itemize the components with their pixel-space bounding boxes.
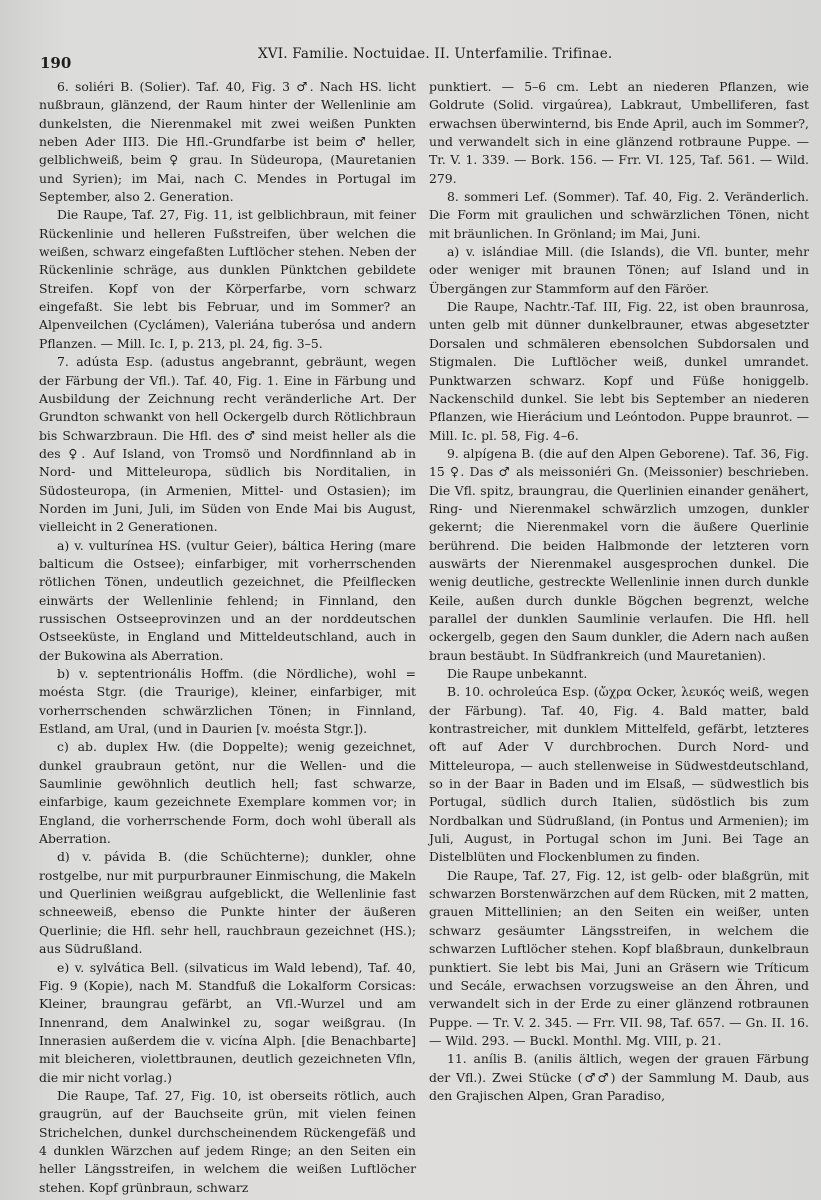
entry-paragraph: b) v. septentrionális Hoffm. (die Nördliche), wohl = moésta Stgr. (die Traurige), kleiner, einfarbiger, mit vorherrschenden schwärzlichen Tönen; in Finnland, Estland, am Ural, (und in Daurien [v. moésta Stgr.]).	[39, 666, 416, 737]
entry-paragraph: 11. anílis B. (anilis ältlich, wegen der grauen Färbung der Vfl.). Zwei Stücke (♂♂) der Sammlung M. Daub, aus den Grajischen Alpen, Gran Paradiso,	[429, 1051, 809, 1103]
page-header	[40, 46, 810, 72]
entry-paragraph: Die Raupe unbekannt.	[447, 666, 588, 681]
entry-paragraph: Die Raupe, Taf. 27, Fig. 10, ist oberseits rötlich, auch graugrün, auf der Bauchseite grün, mit vielen feinen Strichelchen, dunkel durchscheinendem Rückengefäß und 4 dunklen Wärzchen auf jedem Ringe; an den Seiten ein heller Längsstreifen, in welchem die weißen Luftlöcher stehen. Kopf grünbraun, schwarz	[39, 1087, 416, 1195]
page-number: 190	[40, 54, 72, 72]
entry-paragraph: e) v. sylvática Bell. (silvaticus im Wald lebend), Taf. 40, Fig. 9 (Kopie), nach M. Standfuß die Lokalform Corsicas: Kleiner, braungrau gefärbt, an Vfl.-Wurzel und am Innenrand, dem Analwinkel zu, sogar weißgrau. (In Innerasien außerdem die v. vicína Alph. [die Benachbarte] mit bleicheren, violettbraunen, deutlich gezeichneten Vfln, die mir nicht vorlag.)	[39, 959, 416, 1085]
right-column	[429, 78, 809, 1105]
entry-paragraph: c) ab. duplex Hw. (die Doppelte); wenig gezeichnet, dunkel graubraun getönt, nur die Wellen- und die Saumlinie gewöhnlich deutlich hell; fast schwarze, einfarbige, kaum gezeichnete Exemplare kommen vor; in England, die vorherrschende Form, doch wohl überall als Aberration.	[39, 739, 416, 847]
entry-paragraph: 9. alpígena B. (die auf den Alpen Geborene). Taf. 36, Fig. 15 ♀. Das ♂ als meissoniéri Gn. (Meissonier) beschrieben. Die Vfl. spitz, braungrau, die Querlinien einander genähert, Ring- und Nierenmakel schwärzlich umzogen, dunkler gekernt; die Nierenmakel vorn die äußere Querlinie berührend. Die beiden Halbmonde der letzteren vorn auswärts der Nierenmakel ausgesprochen dunkel. Die wenig deutliche, gestreckte Wellenlinie innen durch dunkle Keile, außen durch dunkle Bögchen begrenzt, welche parallel der dunklen Saumlinie verlaufen. Die Hfl. hell ockergelb, gegen den Saum dunkler, die Adern nach außen braun bestäubt. In Südfrankreich (und Mauretanien).	[429, 445, 809, 663]
entry-paragraph: 6. soliéri B. (Solier). Taf. 40, Fig. 3 ♂. Nach HS. licht nußbraun, glänzend, der Raum hinter der Wellenlinie am dunkelsten, die Nierenmakel mit zwei weißen Punkten neben Ader III3. Die Hfl.-Grundfarbe ist beim ♂ heller, gelblichweiß, beim ♀ grau. In Südeuropa, (Mauretanien und Syrien); im Mai, nach C. Mendes in Portugal im September, also 2. Generation.	[39, 79, 416, 205]
entry-paragraph: a) v. islándiae Mill. (die Islands), die Vfl. bunter, mehr oder weniger mit braunen Tönen; auf Island und in Übergängen zur Stammform auf den Färöer.	[429, 244, 809, 296]
entry-paragraph: Die Raupe, Taf. 27, Fig. 12, ist gelb- oder blaßgrün, mit schwarzen Borstenwärzchen auf dem Rücken, mit 2 matten, grauen Mittellinien; an den Seiten ein weißer, unten schwarz gesäumter Längsstreifen, in welchem die schwarzen Luftlöcher stehen. Kopf blaßbraun, dunkelbraun punktiert. Sie lebt bis Mai, Juni an Gräsern wie Tríticum und Secále, erwachsen vorzugsweise an den Ähren, und verwandelt sich in der Erde zu einer glänzend rotbraunen Puppe. — Tr. V. 2. 345. — Frr. VII. 98, Taf. 657. — Gn. II. 16. — Wild. 293. — Buckl. Monthl. Mg. VIII, p. 21.	[429, 867, 809, 1048]
entry-paragraph: 8. sommeri Lef. (Sommer). Taf. 40, Fig. 2. Veränderlich. Die Form mit graulichen und schwärzlichen Tönen, nicht mit bräunlichen. In Grönland; im Mai, Juni.	[429, 189, 809, 241]
entry-paragraph: Die Raupe, Nachtr.-Taf. III, Fig. 22, ist oben braunrosa, unten gelb mit dünner dunkelbrauner, etwas abgesetzter Dorsalen und schmäleren ebensolchen Subdorsalen und Stigmalen. Die Luftlöcher weiß, dunkel umrandet. Punktwarzen schwarz. Kopf und Füße honiggelb. Nackenschild dunkel. Sie lebt bis September an niederen Pflanzen, wie Hierácium und Leóntodon. Puppe braunrot. — Mill. Ic. pl. 58, Fig. 4–6.	[429, 299, 809, 443]
entry-paragraph: punktiert. — 5–6 cm. Lebt an niederen Pflanzen, wie Goldrute (Solid. virgaúrea), Labkraut, Umbelliferen, fast erwachsen überwinternd, bis Ende April, auch im Sommer?, und verwandelt sich in eine glänzend rotbraune Puppe. — Tr. V. 1. 339. — Bork. 156. — Frr. VI. 125, Taf. 561. — Wild. 279.	[429, 79, 809, 186]
entry-paragraph: Die Raupe, Taf. 27, Fig. 11, ist gelblichbraun, mit feiner Rückenlinie und helleren Fußstreifen, über welchen die weißen, schwarz eingefaßten Luftlöcher stehen. Neben der Rückenlinie schräge, aus dunklen Pünktchen gebildete Streifen. Kopf von der Körperfarbe, vorn schwarz eingefaßt. Sie lebt bis Februar, und im Sommer? an Alpenveilchen (Cyclámen), Valeriána tuberósa und andern Pflanzen. — Mill. Ic. I, p. 213, pl. 24, fig. 3–5.	[39, 207, 416, 351]
entry-paragraph: d) v. pávida B. (die Schüchterne); dunkler, ohne rostgelbe, nur mit purpurbrauner Einmischung, die Makeln und Querlinien weißgrau aufgeblickt, die Wellenlinie fast schneeweiß, ebenso die Punkte hinter der äußeren Querlinie; die Hfl. sehr hell, rauchbraun gezeichnet (HS.); aus Südrußland.	[39, 849, 416, 957]
entry-paragraph: 7. adústa Esp. (adustus angebrannt, gebräunt, wegen der Färbung der Vfl.). Taf. 40, Fig. 1. Eine in Färbung und Ausbildung der Zeichnung recht veränderliche Art. Der Grundton schwankt von hell Ockergelb durch Rötlichbraun bis Schwarzbraun. Die Hfl. des ♂ sind meist heller als die des ♀. Auf Island, von Tromsö und Nordfinnland ab in Nord- und Mitteleuropa, südlich bis Norditalien, in Südosteuropa, (in Armenien, Mittel- und Ostasien); im Norden im Juni, Juli, im Süden von Ende Mai bis August, vielleicht in 2 Generationen.	[39, 354, 416, 535]
entry-paragraph: B. 10. ochroleúca Esp. (ὤχρα Ocker, λευκός weiß, wegen der Färbung). Taf. 40, Fig. 4. Bald matter, bald kontrastreicher, mit dunklem Mittelfeld, gefärbt, letzteres oft auf Ader V durchbrochen. Durch Nord- und Mitteleuropa, — auch stellenweise in Südwestdeutschland, so in der Baar in Baden und im Elsaß, — südwestlich bis Portugal, südlich durch Italien, südöstlich bis zum Nordbalkan und Südrußland, (in Pontus und Armenien); im Juli, August, in Portugal schon im Juni. Bei Tage an Distelblüten und Flockenblumen zu finden.	[429, 684, 809, 865]
entry-paragraph: a) v. vulturínea HS. (vultur Geier), báltica Hering (mare balticum die Ostsee); einfarbiger, mit vorherrschenden rötlichen Tönen, undeutlich gezeichnet, die Pfeilflecken einwärts der Wellenlinie fehlend; in Finnland, den russischen Ostseeprovinzen und an der norddeutschen Ostseeküste, in England und Mitteldeutschland, auch in der Bukowina als Aberration.	[39, 537, 416, 663]
left-column	[39, 78, 416, 1197]
running-title: XVI. Familie. Noctuidae. II. Unterfamilie. Trifinae.	[258, 46, 613, 62]
